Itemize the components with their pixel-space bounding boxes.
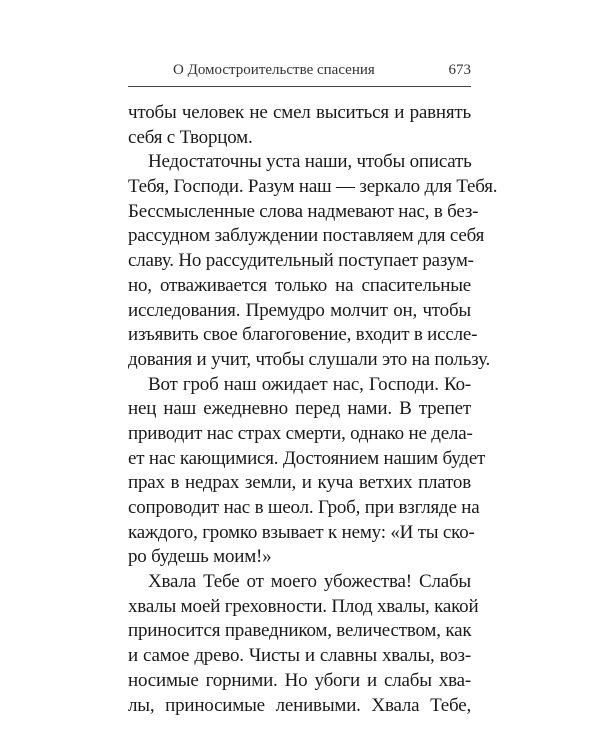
text-line: славу. Но рассудительный поступает разум- <box>128 250 474 272</box>
paragraph <box>128 570 479 718</box>
text-line: хвалы моей греховности. Плод хвалы, какой <box>128 595 479 617</box>
text-line: носимые горними. Но убоги и слабы хва- <box>128 669 471 691</box>
text-line: ро будешь моим!» <box>128 546 272 568</box>
text-line: исследования. Премудро молчит он, чтобы <box>128 299 471 321</box>
text-line: чтобы человек не смел выситься и равнять <box>128 102 471 123</box>
text-line: рассудном заблуждении поставляем для себя <box>128 225 485 247</box>
page-number: 673 <box>448 62 471 78</box>
text-line: Вот гроб наш ожидает нас, Господи. Ко- <box>148 373 471 395</box>
text-line: Бессмысленные слова надмевают нас, в без- <box>128 200 479 222</box>
paragraph <box>128 101 471 150</box>
text-line: и самое древо. Чисты и славны хвалы, воз- <box>128 645 471 667</box>
running-title: О Домостроительстве спасения <box>173 62 375 78</box>
running-header <box>128 60 471 84</box>
text-line: ет нас кающимися. Достоянием нашим будет <box>128 447 486 469</box>
text-line: дования и учит, чтобы слушали это на пользу. <box>128 348 491 370</box>
text-line: Тебя, Господи. Разум наш — зеркало для Тебя. <box>128 176 498 198</box>
text-line: сопроводит нас в шеол. Гроб, при взгляде на <box>128 497 480 518</box>
paragraph <box>128 373 486 571</box>
text-line: лы, приносимые ленивыми. Хвала Тебе, <box>128 694 471 716</box>
paragraph <box>128 150 498 372</box>
text-line: приносится праведником, величеством, как <box>128 620 472 642</box>
text-line: Хвала Тебе от моего убожества! Слабы <box>148 571 471 593</box>
text-line: приводит нас страх смерти, однако не дела- <box>128 422 473 444</box>
body-text <box>128 101 498 718</box>
text-line: каждого, громко взывает к нему: «И ты ско- <box>128 521 475 543</box>
header-rule <box>128 86 471 87</box>
text-line: изъявить свое благоговение, входит в иссле- <box>128 324 478 346</box>
text-line: Недостаточны уста наши, чтобы описать <box>148 151 472 173</box>
text-line: но, отваживается только на спасительные <box>128 274 471 296</box>
text-line: прах в недрах земли, и куча ветхих платов <box>128 472 471 494</box>
text-line: нец наш ежедневно перед нами. В трепет <box>128 398 471 420</box>
text-line: себя с Творцом. <box>128 126 253 148</box>
